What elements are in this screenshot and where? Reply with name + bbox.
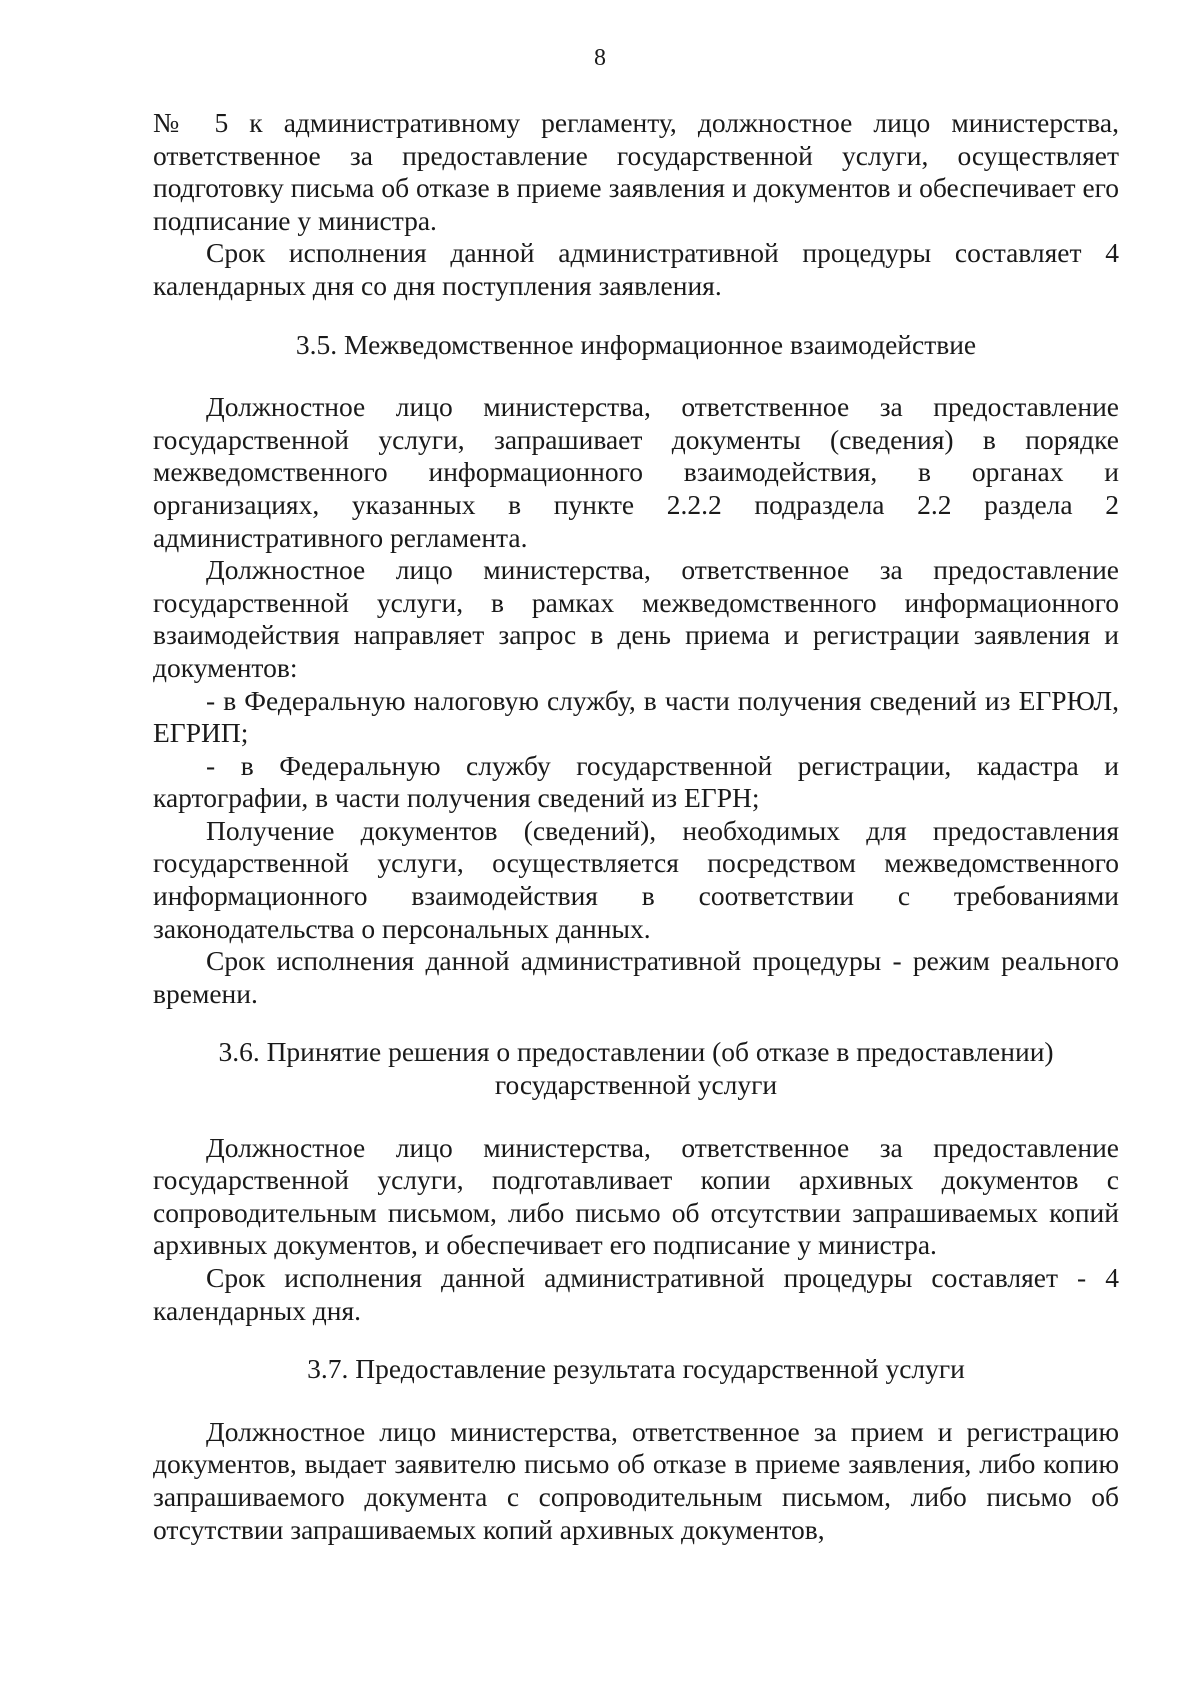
section-3-5-body: [153, 391, 1119, 1010]
section-3-6-heading-line-1: 3.6. Принятие решения о предоставлении (об отказе в предоставлении): [218, 1036, 1054, 1068]
section-3-6-heading-line-2: государственной услуги: [494, 1069, 778, 1101]
intro-paragraph-2: Срок исполнения данной административной процедуры составляет 4 календарных дня со дня поступления заявления.: [153, 237, 1119, 301]
section-3-6-paragraph-1: Должностное лицо министерства, ответственное за предоставление государственной услуги, подготавливает копии архивных документов с сопроводительным письмом, либо письмо об отсутствии запрашиваемых копий архивных документов, и обеспечивает его подписание у министра.: [153, 1131, 1119, 1261]
section-3-6-paragraph-2: Срок исполнения данной административной процедуры составляет - 4 календарных дня.: [153, 1262, 1119, 1326]
document-body: [153, 107, 1119, 1546]
section-3-5-list-item-1: - в Федеральную налоговую службу, в части получения сведений из ЕГРЮЛ, ЕГРИП;: [153, 684, 1119, 749]
section-3-7-heading: 3.7. Предоставление результата государственной услуги: [307, 1353, 965, 1385]
section-3-5-heading: 3.5. Межведомственное информационное взаимодействие: [295, 328, 977, 360]
section-3-6-body: [153, 1132, 1119, 1328]
section-3-5-paragraph-2: Должностное лицо министерства, ответственное за предоставление государственной услуги, в рамках межведомственного информационного взаимодействия направляет запрос в день приема и регистрации заявления и документов:: [153, 554, 1119, 683]
section-3-5-paragraph-3: Получение документов (сведений), необходимых для предоставления государственной услуги, осуществляется посредством межведомственного информационного взаимодействия в соответствии с требованиями законодательства о персональных данных.: [153, 814, 1119, 944]
section-3-5-paragraph-4: Срок исполнения данной административной процедуры - режим реального времени.: [153, 945, 1119, 1009]
section-3-5-list-item-2: - в Федеральную службу государственной регистрации, кадастра и картографии, в части получения сведений из ЕГРН;: [153, 749, 1119, 814]
section-3-6-heading: [153, 1036, 1119, 1101]
intro-paragraph-1: № 5 к административному регламенту, должностное лицо министерства, ответственное за предоставление государственной услуги, осуществляет подготовку письма об отказе в приеме заявления и документов и обеспечивает его подписание у министра.: [153, 107, 1119, 236]
section-3-5-paragraph-1: Должностное лицо министерства, ответственное за предоставление государственной услуги, запрашивает документы (сведения) в порядке межведомственного информационного взаимодействия, в органах и организациях, указанных в пункте 2.2.2 подраздела 2.2 раздела 2 административного регламента.: [153, 391, 1119, 553]
section-3-7-paragraph-1: Должностное лицо министерства, ответственное за прием и регистрацию документов, выдает заявителю письмо об отказе в приеме заявления, либо копию запрашиваемого документа с сопроводительным письмом, либо письмо об отсутствии запрашиваемых копий архивных документов,: [153, 1415, 1119, 1545]
section-3-7-body: [153, 1416, 1119, 1546]
page-number: 8: [594, 45, 606, 71]
